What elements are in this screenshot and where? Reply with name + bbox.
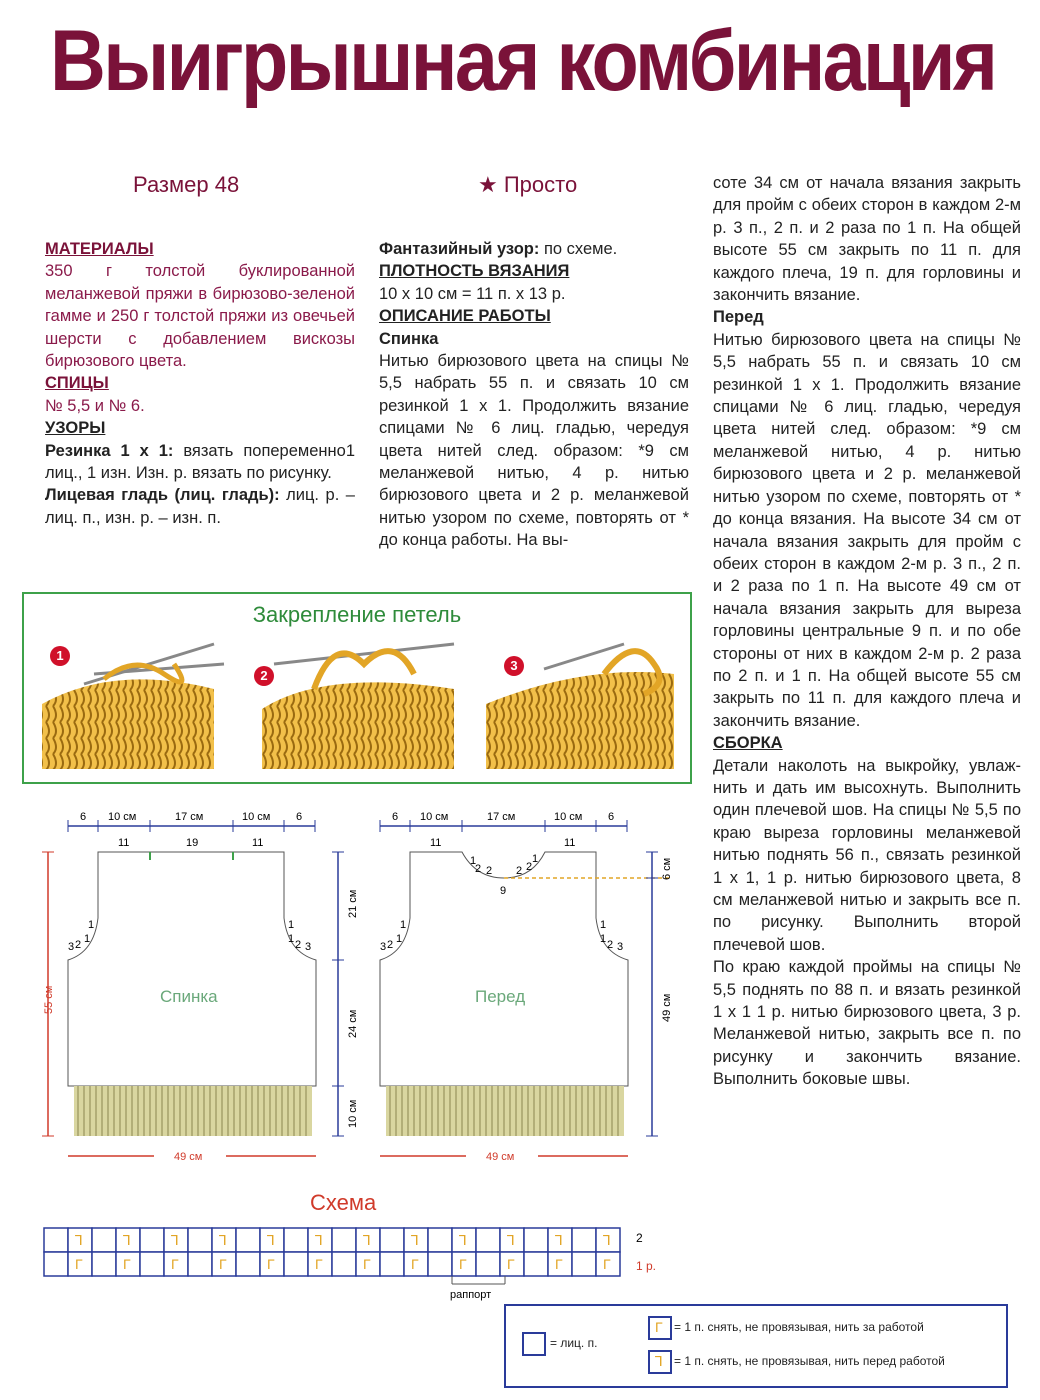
back-armhole-left-1b: 1 [88, 919, 95, 931]
stitch-illustration-1 [42, 644, 224, 769]
front-neck-2b: 2 [486, 865, 493, 877]
fancy-label: Фантазийный узор: [379, 240, 540, 258]
front-top-10-left: 10 см [420, 811, 449, 823]
legend-slip-back-swatch: Г [648, 1316, 672, 1340]
schema-cell [92, 1252, 116, 1276]
back-top-6-right: 6 [296, 811, 303, 823]
schema-cell [524, 1252, 548, 1276]
slip-back-symbol: Г [363, 1256, 371, 1272]
schema-cell [428, 1228, 452, 1252]
back-armhole-right-2: 2 [295, 939, 302, 951]
front-text: Нитью бирюзового цвета на спицы № 5,5 набрать 55 п. и связать 10 см резинкой 1 х 1. Продолжить вязание спицами № 6 лиц. гладью, чередуя цвета нитей след. образом: *9 см меланжевой нитью, 4 р. нитью бирюзового цвета и 2 р. меланжевой нитью узором по схеме, повторять от * до конца вязания. На высоте 34 см от начала вязания закрыть для пройм с обеих сторон в каждом 2-м р. 3 п., 2 п. и 2 раза по 1 п. На высоте 49 см от начала вязания закрыть для выреза горловины центральные 9 п. и по обе стороны от них в каждом 2-м р. 2 раза по 2 п. и 1 п. На общей высоте 55 см закрыть по 11 п. для каждого плеча и закончить вязание. [713, 330, 1021, 730]
front-top-17: 17 см [487, 811, 516, 823]
front-top-6-left: 6 [392, 811, 399, 823]
slip-front-symbol: ꓶ [459, 1232, 467, 1248]
slip-back-symbol: Г [219, 1256, 227, 1272]
materials-text: 350 г толстой буклированной меланжевой пряжи в бирюзово-зеленой гамме и 250 г толстой пряжи из овечьей шерсти с добавлением вискозы бирюзового цвета. [45, 262, 355, 371]
back-heading: Спинка [379, 329, 439, 348]
back-pattern [42, 811, 359, 1163]
schema-title: Схема [310, 1190, 377, 1215]
step-badge-1: 1 [50, 646, 70, 666]
back-stitches-left: 11 [118, 837, 130, 849]
assembly-text-2: По краю каждой проймы на спицы № 5,5 поднять по 88 п. и вязать резинкой 1 х 1 1 р. нитью бирюзового цвета, 3 р. Меланжевой нитью, закрыть все п. по рисунку и закончить вязание. Выполнить боковые швы. [713, 958, 1021, 1089]
schema-row-1: 1 р. [636, 1259, 657, 1273]
front-armhole-left-2: 2 [387, 939, 394, 951]
stitch-illustrations [24, 594, 690, 782]
back-height-total: 55 см [43, 985, 55, 1014]
schema-cell [188, 1228, 212, 1252]
materials-column [45, 238, 355, 529]
slip-front-symbol: ꓶ [75, 1232, 83, 1248]
assembly-text-1: Детали наколоть на выкройку, увлаж-нить и дать им высохнуть. Выполнить один плечевой шов. На спицы № 5,5 по краю выреза горловины меланжевой нитью поднять 56 п., связать резинкой 1 х 1, 1 р. нитью бирюзового цвета, 8 см меланжевой нитью и закрыть все п. по рисунку. Выполнить второй плечевой шов. [713, 756, 1021, 954]
gauge-text: 10 х 10 см = 11 п. х 13 р. [379, 284, 566, 303]
schema-cell [284, 1228, 308, 1252]
slip-back-symbol: Г [459, 1256, 467, 1272]
schema-cell [140, 1228, 164, 1252]
schema-cell [380, 1228, 404, 1252]
front-label: Перед [475, 987, 526, 1006]
front-stitches-left: 11 [430, 837, 442, 849]
legend-knit-swatch [522, 1332, 546, 1356]
stockinette-text: лиц. р. – лиц. п., изн. р. – изн. п. [45, 486, 355, 527]
schema-cell [428, 1252, 452, 1276]
difficulty-label: Просто [503, 172, 578, 197]
back-continued: соте 34 см от начала вязания закрыть для пройм с обеих сторон в каждом 2-м р. 3 п., 2 п. и 2 раза по 1 п. На общей высоте 55 см закрыть по 11 п. для каждого плеча, 19 п. для горловины и закончить вязание. [713, 174, 1021, 305]
schema-cell [476, 1228, 500, 1252]
rib-text: вязать попеременно1 лиц., 1 изн. Изн. р. вязать по рисунку. [45, 441, 356, 483]
schema-cell [572, 1252, 596, 1276]
front-armhole-right-1b: 1 [600, 933, 607, 945]
slip-front-symbol: ꓶ [123, 1232, 131, 1248]
back-armhole-left-3: 3 [68, 941, 75, 953]
front-neck-2d: 2 [526, 861, 533, 873]
back-stitches-right: 11 [252, 837, 264, 849]
front-armhole-right-1a: 1 [600, 919, 607, 931]
schema-cell [476, 1252, 500, 1276]
legend-slip-front-text: = 1 п. снять, не провязывая, нить перед работой [674, 1354, 945, 1368]
slip-back-symbol: Г [123, 1256, 131, 1272]
front-top-6-right: 6 [608, 811, 615, 823]
schema-cell [236, 1228, 260, 1252]
rib-label: Резинка 1 х 1: [45, 441, 174, 460]
back-height-21: 21 см [347, 889, 359, 918]
step-badge-3: 3 [504, 656, 524, 676]
slip-front-symbol: ꓶ [219, 1232, 227, 1248]
front-armhole-left-3: 3 [380, 941, 387, 953]
back-text: Нитью бирюзового цвета на спицы № 5,5 набрать 55 п. и связать 10 см резинкой 1 х 1. Продолжить вязание спицами № 6 лиц. гладью, чередуя цвета нитей след. образом: *9 см меланжевой нитью, 4 р. нитью бирюзового цвета и 2 р. меланжевой нитью узором по схеме, повторять от * до конца работы. На вы- [379, 352, 689, 550]
schema-cell [332, 1252, 356, 1276]
legend-slip-front-swatch: ꓶ [648, 1350, 672, 1374]
front-stitches-right: 11 [564, 837, 576, 849]
stockinette-label: Лицевая гладь (лиц. гладь): [45, 486, 280, 505]
slip-front-symbol: ꓶ [603, 1232, 611, 1248]
front-neck-9: 9 [500, 885, 507, 897]
slip-front-symbol: ꓶ [363, 1232, 371, 1248]
front-neck-2a: 2 [475, 863, 482, 875]
schema-cell [140, 1252, 164, 1276]
front-neck-1a: 1 [470, 855, 477, 867]
front-armhole-left-1a: 1 [396, 933, 403, 945]
description-column [379, 238, 689, 552]
back-top-10-left: 10 см [108, 811, 137, 823]
slip-front-symbol: ꓶ [555, 1232, 563, 1248]
schema-cell [188, 1252, 212, 1276]
schema-cell [380, 1252, 404, 1276]
continued-column [713, 172, 1021, 1091]
slip-back-symbol: Г [171, 1256, 179, 1272]
schema-row-2: 2 [636, 1231, 643, 1245]
fancy-text: по схеме. [539, 240, 618, 258]
needles-text: № 5,5 и № 6. [45, 396, 145, 415]
back-armhole-right-3: 3 [305, 941, 312, 953]
size-label: Размер 48 [133, 172, 240, 197]
schema-cell [572, 1228, 596, 1252]
back-top-10-right: 10 см [242, 811, 271, 823]
front-height-49: 49 см [661, 993, 673, 1022]
slip-front-symbol: ꓶ [171, 1232, 179, 1248]
front-armhole-right-2: 2 [607, 939, 614, 951]
patterns-heading: УЗОРЫ [45, 419, 106, 438]
schema-cell [236, 1252, 260, 1276]
description-heading: ОПИСАНИЕ РАБОТЫ [379, 307, 551, 326]
back-height-24: 24 см [347, 1009, 359, 1038]
schema-cell [92, 1228, 116, 1252]
back-armhole-left-2: 2 [75, 939, 82, 951]
legend [504, 1304, 1008, 1388]
slip-back-symbol: Г [411, 1256, 419, 1272]
legend-slip-back-text: = 1 п. снять, не провязывая, нить за работой [674, 1320, 924, 1334]
schema-cell [44, 1228, 68, 1252]
legend-knit-text: = лиц. п. [550, 1336, 598, 1350]
slip-front-symbol: ꓶ [507, 1232, 515, 1248]
slip-front-symbol: ꓶ [267, 1232, 275, 1248]
front-width: 49 см [486, 1151, 515, 1163]
front-neck-2c: 2 [516, 865, 523, 877]
slip-front-symbol: ꓶ [315, 1232, 323, 1248]
slip-back-symbol: Г [315, 1256, 323, 1272]
star-icon: ★ [478, 172, 498, 197]
assembly-heading: СБОРКА [713, 734, 783, 753]
front-armhole-right-3: 3 [617, 941, 624, 953]
back-top-6-left: 6 [80, 811, 87, 823]
stockinette-description [45, 484, 355, 529]
gauge-heading: ПЛОТНОСТЬ ВЯЗАНИЯ [379, 262, 570, 281]
materials-heading: МАТЕРИАЛЫ [45, 240, 154, 258]
schema-cell [332, 1228, 356, 1252]
schema-cell [284, 1252, 308, 1276]
back-armhole-right-1a: 1 [288, 919, 295, 931]
pattern-diagrams [30, 800, 690, 1170]
repeat-label: раппорт [450, 1289, 492, 1301]
step-badge-2: 2 [254, 666, 274, 686]
fancy-pattern [379, 238, 689, 260]
front-neck-1b: 1 [532, 853, 539, 865]
front-height-6: 6 см [661, 857, 673, 880]
difficulty [478, 172, 577, 198]
box-title: Закрепление петель [252, 602, 462, 627]
slip-back-symbol: Г [603, 1256, 611, 1272]
front-pattern [380, 811, 673, 1163]
slip-back-symbol: Г [267, 1256, 275, 1272]
page-title: Выигрышная комбинация [50, 13, 996, 109]
slip-front-symbol: ꓶ [411, 1232, 419, 1248]
front-top-10-right: 10 см [554, 811, 583, 823]
back-top-17: 17 см [175, 811, 204, 823]
rib-description [45, 440, 355, 485]
back-width: 49 см [174, 1151, 203, 1163]
schema-cell [44, 1252, 68, 1276]
slip-back-symbol: Г [75, 1256, 83, 1272]
stitch-illustration-2 [262, 644, 454, 769]
back-armhole-right-1b: 1 [288, 933, 295, 945]
back-height-10: 10 см [347, 1099, 359, 1128]
stitch-illustration-3 [486, 644, 674, 769]
schema-cell [524, 1228, 548, 1252]
back-stitches-neck: 19 [186, 837, 199, 849]
stitch-finishing-box [22, 592, 692, 784]
back-label: Спинка [160, 987, 218, 1006]
slip-back-symbol: Г [555, 1256, 563, 1272]
front-armhole-left-1b: 1 [400, 919, 407, 931]
slip-back-symbol: Г [507, 1256, 515, 1272]
needles-heading: СПИЦЫ [45, 374, 109, 393]
back-armhole-left-1a: 1 [84, 933, 91, 945]
front-heading: Перед [713, 308, 764, 327]
schema-grid [40, 1224, 700, 1304]
